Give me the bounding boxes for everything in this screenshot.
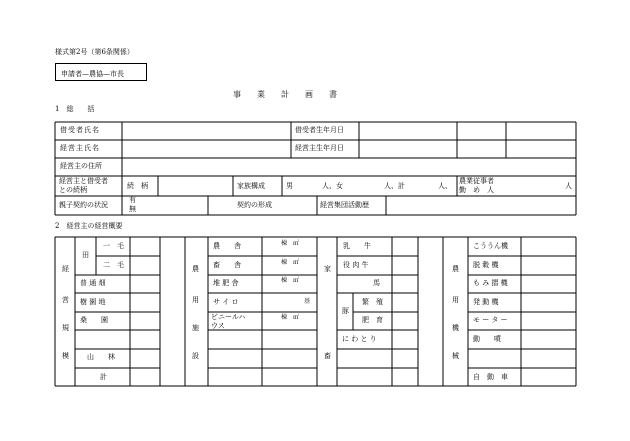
land-total: 計 [100,373,107,381]
land-ichimo: 一 毛 [103,242,124,250]
family-male: 男 [286,182,293,190]
manager-birth-label: 経営主生年月日 [295,144,344,152]
machinery-side-char-2: 用 [452,296,459,304]
land-upland: 普 通 畑 [80,279,106,287]
facility-barn: 畜 舎 [213,261,241,269]
facility-unit-5: 棟 ㎡ [281,314,300,321]
workers-unit: 人 [565,182,572,190]
machine-huller: も み 摺 機 [473,279,508,287]
section1-heading: 1 総 括 [55,105,95,113]
family-total: 人、計 [384,182,405,190]
facility-farm-shed: 農 舎 [213,242,241,250]
relation-value-label: 続 柄 [127,182,148,190]
land-side-char-4: 模 [62,352,69,360]
section2-heading: 2 経営主の経営概要 [55,222,123,230]
family-female: 人、女 [322,182,343,190]
livestock-pig: 豚 [342,307,349,315]
livestock-breeding: 繁 殖 [362,298,383,306]
facility-side-char-3: 施 [192,324,199,332]
machine-motor: モ ー タ ー [473,316,508,324]
land-side-char-3: 規 [62,324,69,332]
manager-name-label: 経営主氏名 [60,144,100,152]
workers-line2: 勤 め 人 [459,186,494,194]
manager-address-label: 経営主の住所 [60,162,102,170]
machinery-side-char-3: 機 [452,324,459,332]
borrower-name-label: 借受者氏名 [60,126,100,134]
machine-thresher: 脱 穀 機 [473,261,499,269]
relation-label-line2: との続柄 [59,186,87,194]
facility-unit-2: 棟 ㎡ [281,259,300,266]
applicant-route-text: 申請者—農協—市長 [61,70,124,78]
machine-tiller: こううん機 [473,242,508,250]
land-forest: 山 林 [87,353,115,361]
livestock-fattening: 肥 育 [362,316,383,324]
contract-form-label: 契約の形成 [237,201,272,209]
contract-no: 無 [129,205,136,213]
page-title: 事 業 計 画 書 [233,90,337,99]
land-orchard: 樹 園 地 [80,298,106,306]
land-paddy: 田 [82,251,89,259]
family-end: 人、 [438,182,452,190]
facility-unit-1: 棟 ㎡ [281,240,300,247]
contract-yes: 有 [129,196,136,204]
facility-silo: サ イ ロ [213,298,239,306]
land-side-char-2: 営 [62,296,69,304]
livestock-beef: 役 肉 牛 [343,261,369,269]
facility-side-char-4: 設 [192,352,199,360]
machinery-side-char-1: 農 [452,265,459,273]
machine-car: 自 動 車 [473,373,508,381]
workers-line1: 農業従事者 [459,177,494,185]
land-side-char-1: 経 [62,265,69,273]
family-label: 家族構成 [237,182,265,190]
land-mulberry: 桑 園 [80,316,108,324]
livestock-side-char-2: 畜 [324,352,331,360]
facility-side-char-2: 用 [192,296,199,304]
machinery-side-char-4: 械 [452,352,459,360]
machine-sprayer: 動 噴 [473,335,501,343]
machine-engine: 発 動 機 [473,298,499,306]
facility-side-char-1: 農 [192,265,199,273]
livestock-chicken: に わ と り [342,335,377,343]
facility-compost: 堆 肥 舎 [213,279,239,287]
facility-greenhouse-line2: ウス [211,322,225,330]
facility-greenhouse-line1: ビニールハ [211,313,246,321]
parent-contract-label: 親子契約の状況 [59,201,108,209]
livestock-horse: 馬 [373,279,380,287]
land-nimo: 二 毛 [103,261,124,269]
borrower-birth-label: 借受者生年月日 [295,126,344,134]
form-number: 様式第2号（第6条関係） [55,48,134,56]
livestock-side-char-1: 家 [324,265,331,273]
relation-label-line1: 経営主と借受者 [59,177,108,185]
livestock-dairy: 乳 牛 [343,242,371,250]
facility-unit-3: 棟 ㎡ [281,277,300,284]
facility-unit-4: 基 [304,298,311,305]
group-history-label: 経営集団活動歴 [320,201,369,209]
